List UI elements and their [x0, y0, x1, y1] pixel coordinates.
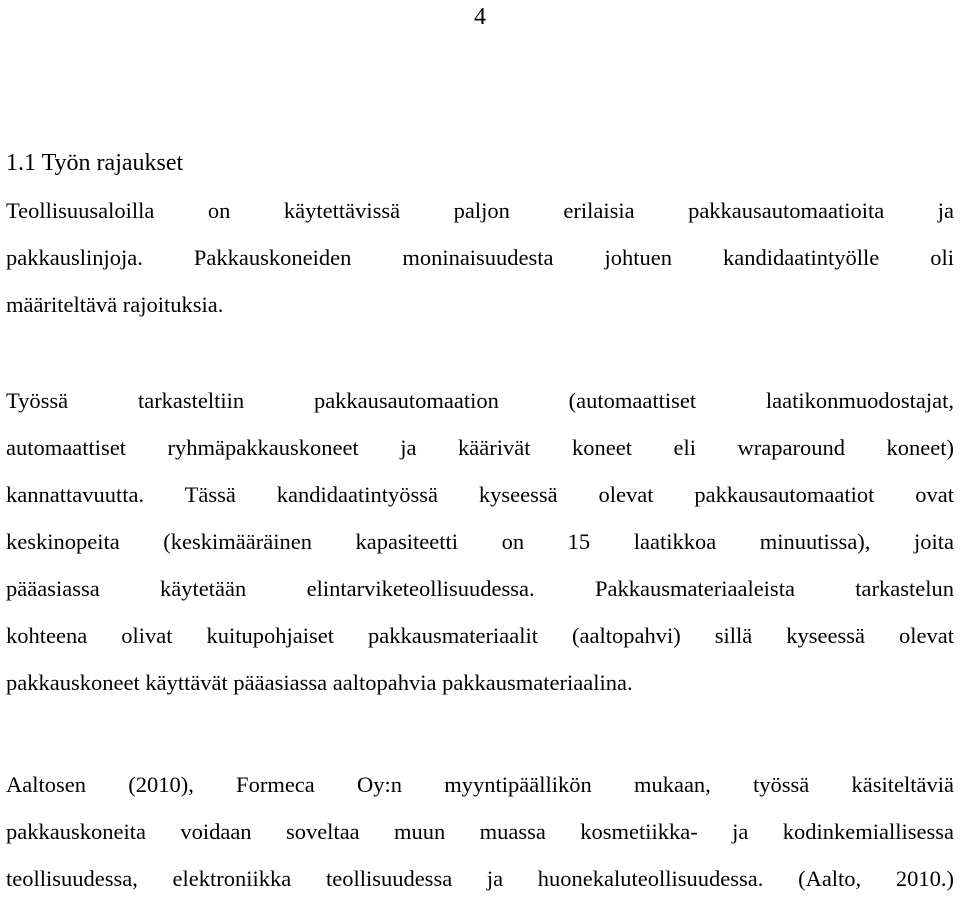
paragraph-line: pakkauskoneet käyttävät pääasiassa aaltopahvia pakkausmateriaalina.	[6, 670, 633, 695]
paragraph-line: automaattiset ryhmäpakkauskoneet ja käärivät koneet eli wraparound koneet)	[6, 435, 954, 460]
paragraph-line: keskinopeita (keskimääräinen kapasiteetti on 15 laatikkoa minuutissa), joita	[6, 529, 954, 554]
paragraph-line: pakkauskoneita voidaan soveltaa muun muassa kosmetiikka- ja kodinkemiallisessa	[6, 819, 954, 844]
paragraph-scope	[6, 187, 954, 328]
paragraph-line: Aaltosen (2010), Formeca Oy:n myyntipäällikön mukaan, työssä käsiteltäviä	[6, 772, 954, 797]
page-number: 4	[474, 4, 486, 30]
paragraph-profitability	[6, 377, 954, 706]
paragraph-line: pakkauslinjoja. Pakkauskoneiden moninaisuudesta johtuen kandidaatintyölle oli	[6, 245, 954, 270]
paragraph-line: Teollisuusaloilla on käytettävissä paljon erilaisia pakkausautomaatioita ja	[6, 198, 954, 223]
paragraph-line: pääasiassa käytetään elintarviketeollisuudessa. Pakkausmateriaaleista tarkastelun	[6, 576, 954, 601]
paragraph-applications	[6, 761, 954, 902]
section-heading: 1.1 Työn rajaukset	[6, 150, 184, 176]
paragraph-line: määriteltävä rajoituksia.	[6, 292, 224, 317]
paragraph-line: Työssä tarkasteltiin pakkausautomaation (automaattiset laatikonmuodostajat,	[6, 388, 954, 413]
paragraph-line: kohteena olivat kuitupohjaiset pakkausmateriaalit (aaltopahvi) sillä kyseessä olevat	[6, 623, 954, 648]
paragraph-line: kannattavuutta. Tässä kandidaatintyössä kyseessä olevat pakkausautomaatiot ovat	[6, 482, 954, 507]
paragraph-line: teollisuudessa, elektroniikka teollisuudessa ja huonekaluteollisuudessa. (Aalto, 2010.)	[6, 866, 954, 891]
